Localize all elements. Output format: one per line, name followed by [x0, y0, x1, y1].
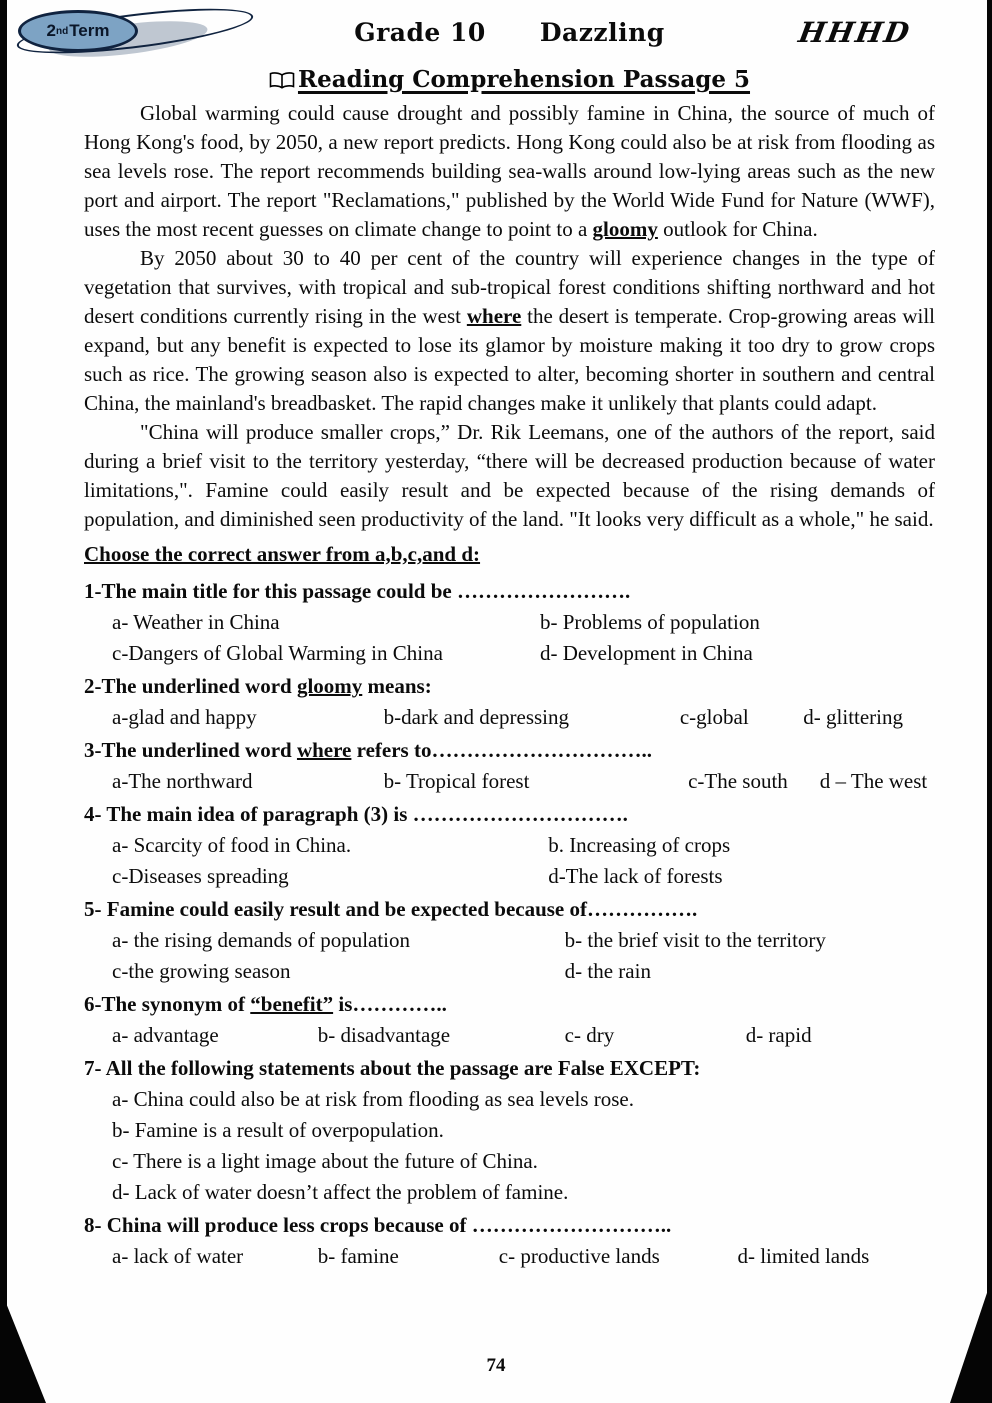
question-1-stem: [84, 576, 935, 607]
question-4-stem: [84, 799, 935, 830]
instruction-line: Choose the correct answer from a,b,c,and d:: [84, 542, 481, 566]
text-run: 8- China will produce less crops because of ………………………..: [84, 1213, 672, 1237]
passage-paragraph-2: [84, 244, 935, 418]
question-7-option-c: c- There is a light image about the future of China.: [112, 1149, 538, 1173]
passage-paragraph-1: [84, 99, 935, 244]
question-4-option-b: b. Increasing of crops: [548, 833, 731, 857]
text-run: "China will produce smaller crops,” Dr. Rik Leemans, one of the authors of the report, said during a brief visit to the territory yesterday, “there will be decreased production because of water limitations,". Famine could easily result and be expected because of the rising demands of population, and diminished seen productivity of the land. "It looks very difficult as a whole," he said.: [84, 420, 935, 531]
scan-corner-bottom-right: [950, 1278, 992, 1403]
question-7: [84, 1053, 935, 1208]
question-5-option-d: d- the rain: [564, 959, 651, 983]
question-1-option-c: c-Dangers of Global Warming in China: [112, 641, 443, 665]
passage: [84, 99, 935, 534]
question-8-option-a: a- lack of water: [112, 1244, 244, 1268]
text-run: 5- Famine could easily result and be expected because of…………….: [84, 897, 698, 921]
underlined-word: where: [466, 304, 522, 328]
question-2-option-a: a-glad and happy: [112, 705, 257, 729]
question-4-option-a: a- Scarcity of food in China.: [112, 833, 352, 857]
question-5-options: [84, 925, 935, 987]
question-8-option-c: c- productive lands: [498, 1244, 660, 1268]
question-2-option-c: c-global: [679, 705, 749, 729]
text-run: Global warming could cause drought and possibly famine in China, the source of much of Hong Kong's food, by 2050, a new report predicts. Hong Kong could also be at risk from flooding as sea levels rose. The report recommends building sea-walls around low-lying areas such as the new port and airport. The report "Reclamations," published by the World Wide Fund for Nature (WWF), uses the most recent guesses on climate change to point to a: [84, 101, 935, 241]
question-4-option-d: d-The lack of forests: [548, 864, 723, 888]
question-6-option-c: c- dry: [564, 1023, 615, 1047]
text-run: 6-The synonym of: [84, 992, 251, 1016]
question-6: [84, 989, 935, 1051]
question-5-option-c: c-the growing season: [112, 959, 291, 983]
question-8: [84, 1210, 935, 1272]
page-header: [46, 10, 935, 66]
question-3-options: [84, 766, 935, 797]
book-icon: [269, 72, 295, 89]
scan-edge-right: [987, 0, 992, 1403]
term-badge: [18, 10, 138, 52]
term-logo: [14, 6, 274, 64]
question-6-options: [84, 1020, 935, 1051]
question-5: [84, 894, 935, 987]
question-6-stem: [84, 989, 935, 1020]
text-run: By 2050 about 30 to 40 per cent of the country will experience changes in the type of vegetation that survives, with tropical and sub-tropical forest conditions shifting northward and hot desert conditions currently rising in the west: [84, 246, 935, 328]
question-2-stem: [84, 671, 935, 702]
question-7-stem: [84, 1053, 935, 1084]
author-signature: HHHD: [796, 16, 914, 49]
question-4: [84, 799, 935, 892]
question-3-option-a: a-The northward: [112, 769, 253, 793]
text-run: refers to…………………………..: [351, 738, 652, 762]
text-run: 1-The main title for this passage could be …………………….: [84, 579, 631, 603]
underlined-word: “benefit”: [250, 992, 334, 1016]
question-2-options: [84, 702, 935, 733]
text-run: 7- All the following statements about the passage are False EXCEPT:: [84, 1056, 701, 1080]
question-7-option-d: d- Lack of water doesn’t affect the problem of famine.: [112, 1180, 569, 1204]
question-1-option-a: a- Weather in China: [112, 610, 280, 634]
questions: [84, 576, 935, 1272]
question-8-option-b: b- famine: [317, 1244, 399, 1268]
scan-edge-left: [0, 0, 7, 1403]
question-6-option-d: d- rapid: [745, 1023, 812, 1047]
text-run: 3-The underlined word: [84, 738, 297, 762]
question-5-option-b: b- the brief visit to the territory: [564, 928, 826, 952]
underlined-word: where: [296, 738, 352, 762]
text-run: 2-The underlined word: [84, 674, 297, 698]
text-run: is…………..: [333, 992, 447, 1016]
term-badge-number: 2: [46, 21, 56, 40]
scan-corner-bottom-left: [0, 1288, 46, 1403]
question-6-option-b: b- disadvantage: [317, 1023, 451, 1047]
text-run: means:: [362, 674, 432, 698]
question-2: [84, 671, 935, 733]
question-8-stem: [84, 1210, 935, 1241]
term-badge-ordinal: nd: [55, 25, 69, 37]
question-4-options: [84, 830, 935, 892]
question-1-option-b: b- Problems of population: [539, 610, 760, 634]
document-title-row: [84, 66, 935, 93]
question-6-option-a: a- advantage: [112, 1023, 219, 1047]
question-3-option-d: d – The west: [819, 769, 928, 793]
brand-label: Dazzling: [539, 18, 665, 47]
question-7-options: [84, 1084, 935, 1208]
question-1: [84, 576, 935, 669]
passage-paragraph-3: [84, 418, 935, 534]
question-7-option-b: b- Famine is a result of overpopulation.: [112, 1118, 444, 1142]
question-3-option-c: c-The south: [688, 769, 788, 793]
question-1-option-d: d- Development in China: [539, 641, 753, 665]
page-content: [46, 10, 935, 1274]
underlined-word: gloomy: [592, 217, 658, 241]
question-2-option-b: b-dark and depressing: [383, 705, 570, 729]
grade-label: Grade 10: [354, 18, 486, 47]
question-3: [84, 735, 935, 797]
page-number: 74: [486, 1355, 506, 1376]
question-4-option-c: c-Diseases spreading: [112, 864, 289, 888]
question-2-option-d: d- glittering: [803, 705, 904, 729]
question-3-stem: [84, 735, 935, 766]
question-1-options: [84, 607, 935, 669]
underlined-word: gloomy: [296, 674, 363, 698]
text-run: 4- The main idea of paragraph (3) is ………………………….: [84, 802, 628, 826]
question-8-option-d: d- limited lands: [737, 1244, 870, 1268]
term-badge-text: Term: [69, 21, 110, 40]
text-run: outlook for China.: [657, 217, 818, 241]
text-run: the desert is temperate. Crop-growing areas will expand, but any benefit is expected to lose its glamor by moisture making it too dry to grow crops such as rice. The growing season also is expected to alter, becoming shorter in southern and central China, the mainland's breadbasket. The rapid changes make it unlikely that plants could adapt.: [84, 304, 935, 415]
question-5-stem: [84, 894, 935, 925]
document-title-text: Reading Comprehension Passage 5: [297, 66, 751, 93]
question-8-options: [84, 1241, 935, 1272]
document-title: [269, 66, 750, 93]
question-7-option-a: a- China could also be at risk from flooding as sea levels rose.: [112, 1087, 634, 1111]
question-3-option-b: b- Tropical forest: [383, 769, 530, 793]
question-5-option-a: a- the rising demands of population: [112, 928, 411, 952]
